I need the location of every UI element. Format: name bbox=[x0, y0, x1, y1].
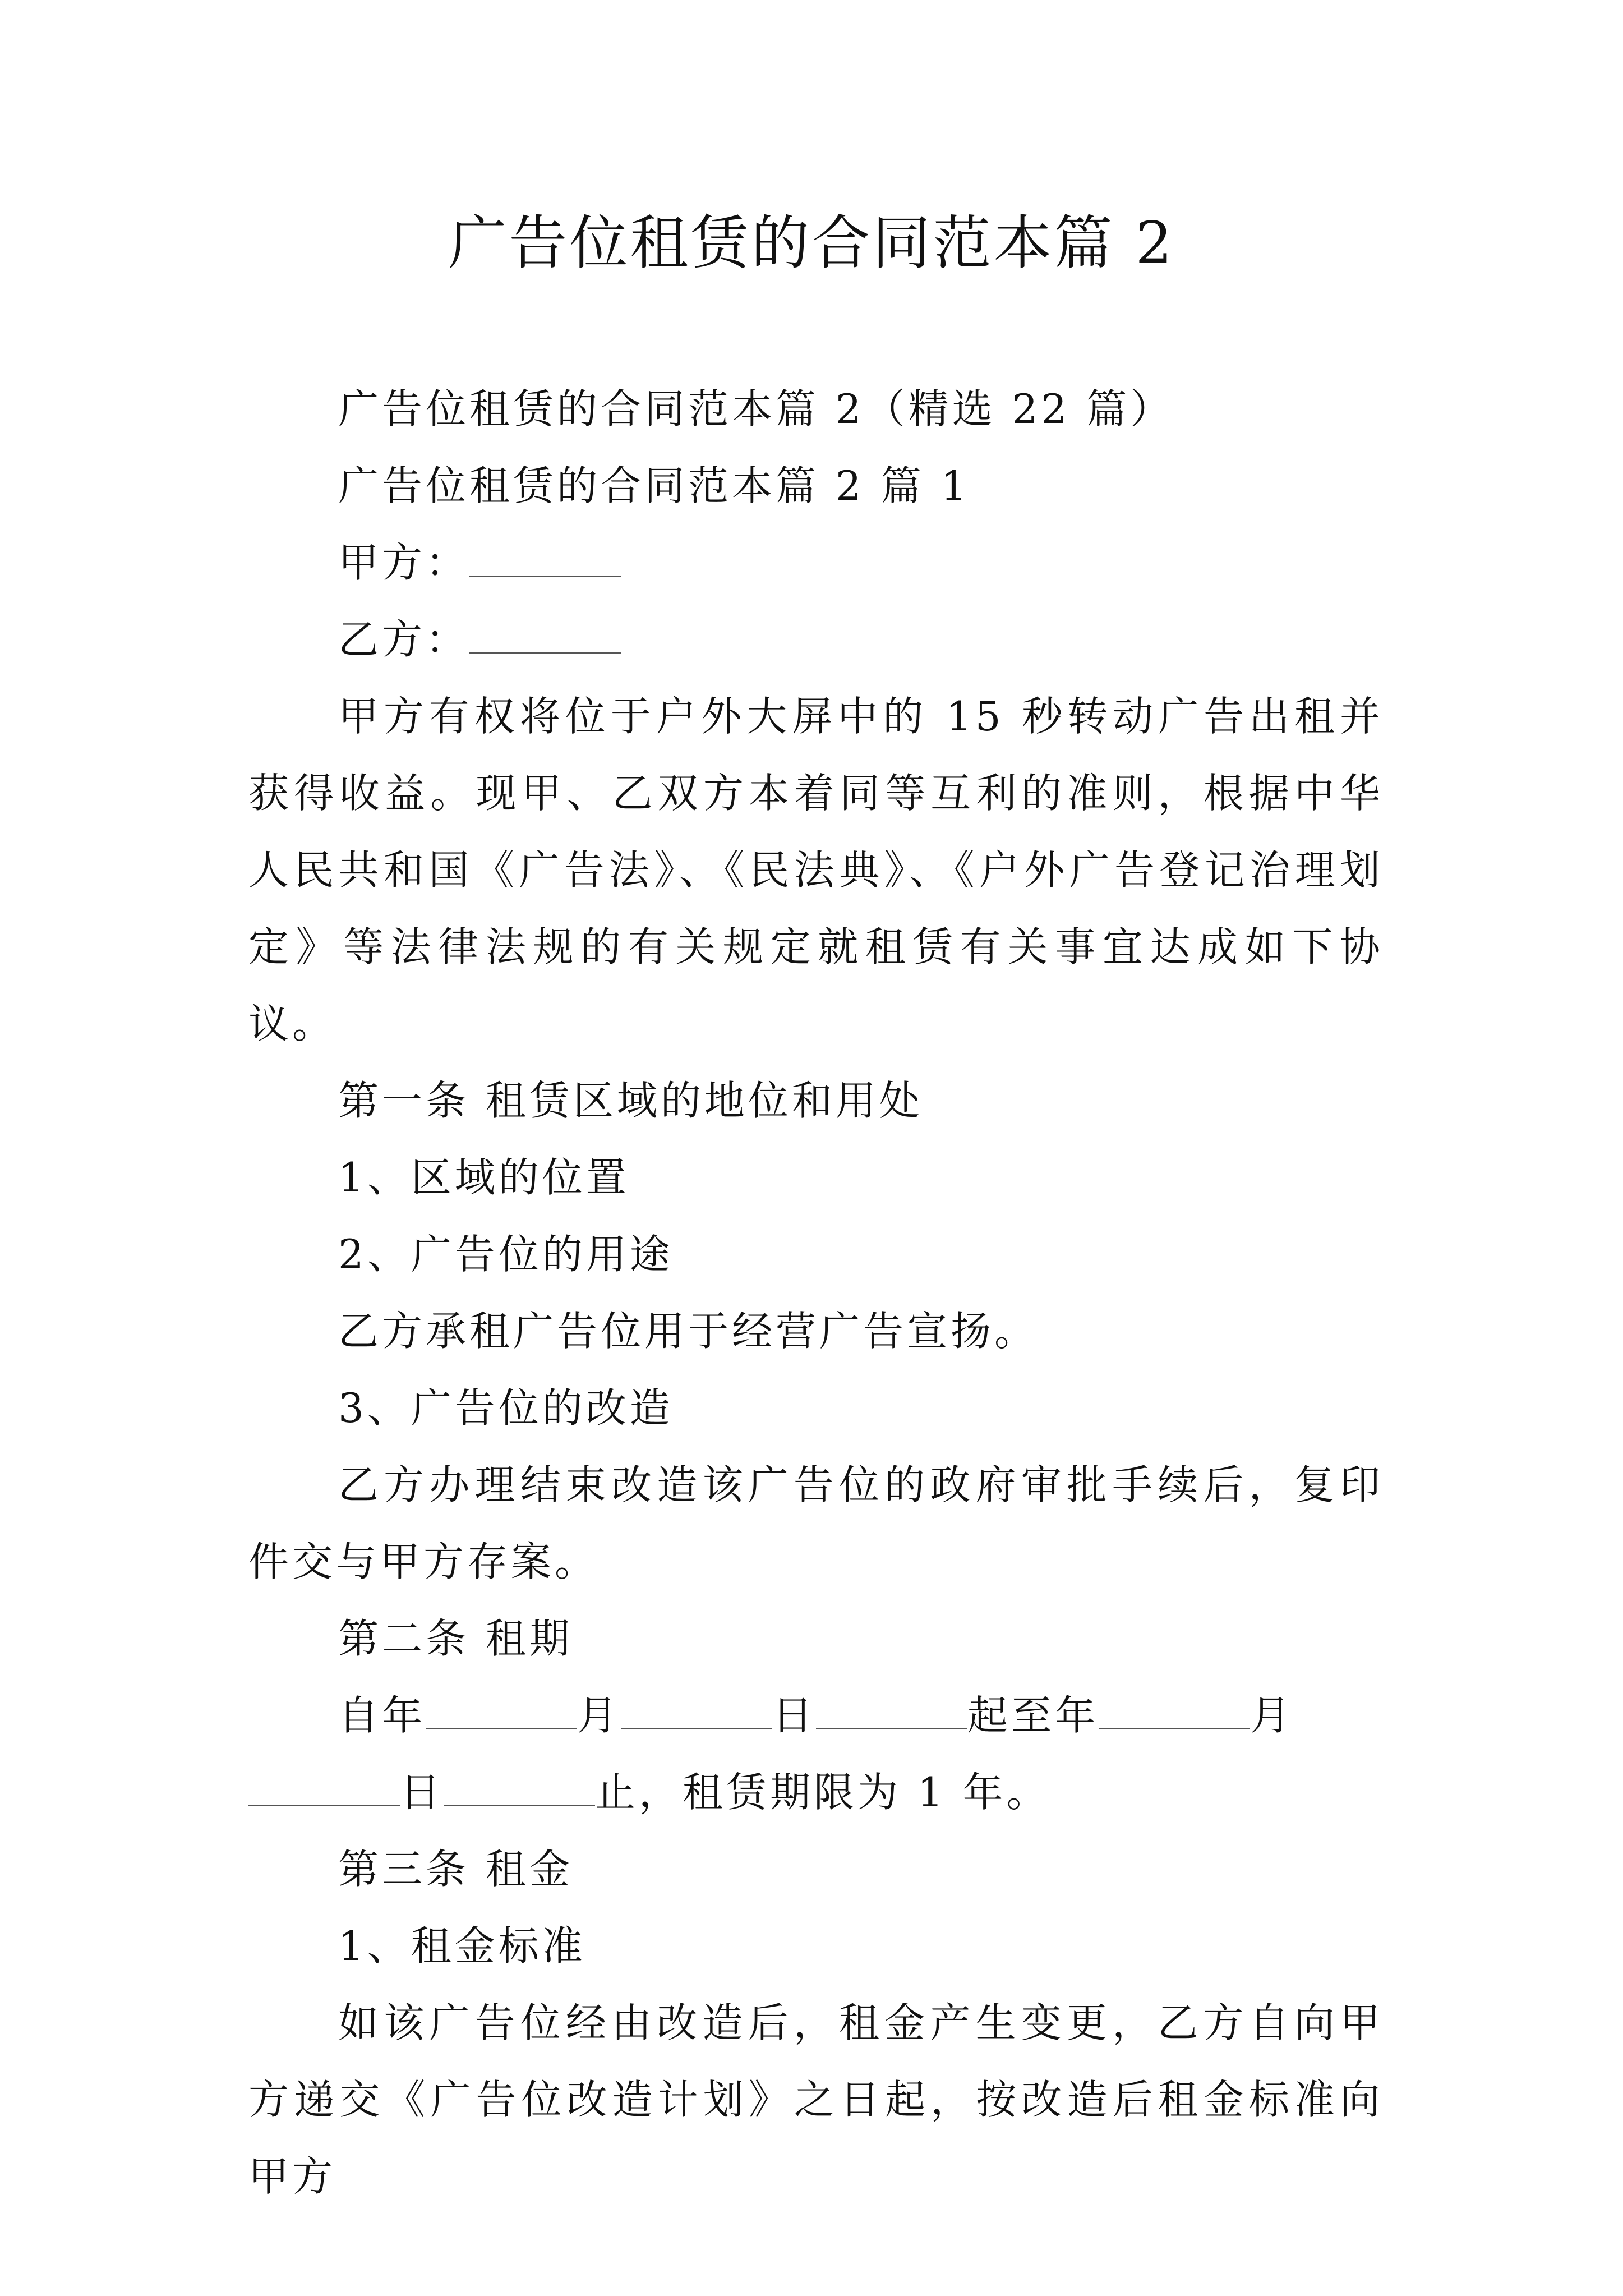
date-day1-label: 日 bbox=[772, 1692, 817, 1739]
document-title: 广告位租赁的合同范本篇 2 bbox=[448, 209, 1175, 277]
article-1-item-3: 3、广告位的改造 bbox=[338, 1384, 674, 1432]
article-1-item-3-text: 乙方办理结束改造该广告位的政府审批手续后，复印件交与甲方存案。 bbox=[248, 1461, 1384, 1585]
article-1-item-2: 2、广告位的用途 bbox=[338, 1231, 674, 1278]
party-a-blank bbox=[469, 542, 621, 577]
lease-period-line-2 bbox=[248, 1754, 1384, 1831]
article-3-item-1: 1、租金标准 bbox=[338, 1922, 586, 1970]
start-day-blank bbox=[816, 1695, 967, 1729]
article-2-heading: 第二条 租期 bbox=[338, 1615, 573, 1662]
party-b-label: 乙方： bbox=[338, 616, 470, 663]
paragraph-intro: 甲方有权将位于户外大屏中的 15 秒转动广告出租并获得收益。现甲、乙双方本着同等互利的准则，根据中华人民共和国《广告法》、《民法典》、《户外广告登记治理划定》等法律法规的有关规定就租赁有关事宜达成如下协议。 bbox=[248, 693, 1384, 1047]
start-month-blank bbox=[621, 1695, 772, 1729]
party-b-blank bbox=[469, 619, 621, 654]
article-1-heading: 第一条 租赁区域的地位和用处 bbox=[338, 1077, 923, 1124]
paragraph-section-heading: 广告位租赁的合同范本篇 2 篇 1 bbox=[338, 462, 970, 509]
document-body bbox=[248, 371, 1384, 2215]
date-from-label: 自年 bbox=[338, 1692, 426, 1739]
article-1-item-2-text: 乙方承租广告位用于经营广告宣扬。 bbox=[338, 1308, 1039, 1355]
start-year-blank bbox=[426, 1695, 577, 1729]
article-3-heading: 第三条 租金 bbox=[338, 1846, 573, 1893]
date-month1-label: 月 bbox=[577, 1692, 621, 1739]
lease-period-line bbox=[248, 1677, 1384, 1754]
article-1-item-1: 1、区域的位置 bbox=[338, 1154, 630, 1201]
article-3-item-1-text: 如该广告位经由改造后，租金产生变更，乙方自向甲方递交《广告位改造计划》之日起，按改造后租金标准向甲方 bbox=[248, 1999, 1384, 2200]
date-to-label: 起至年 bbox=[967, 1692, 1099, 1739]
end-year-blank bbox=[1099, 1695, 1250, 1729]
end-month-blank bbox=[248, 1772, 400, 1806]
party-a-line bbox=[248, 524, 1384, 601]
date-month2-label: 月 bbox=[1250, 1692, 1294, 1739]
party-a-label: 甲方： bbox=[338, 539, 470, 586]
paragraph-subtitle: 广告位租赁的合同范本篇 2（精选 22 篇） bbox=[338, 385, 1174, 432]
party-b-line bbox=[248, 601, 1384, 678]
end-day-blank bbox=[444, 1772, 595, 1806]
date-day2-label: 日 bbox=[400, 1769, 444, 1816]
date-end-label: 止，租赁期限为 1 年。 bbox=[595, 1769, 1050, 1816]
